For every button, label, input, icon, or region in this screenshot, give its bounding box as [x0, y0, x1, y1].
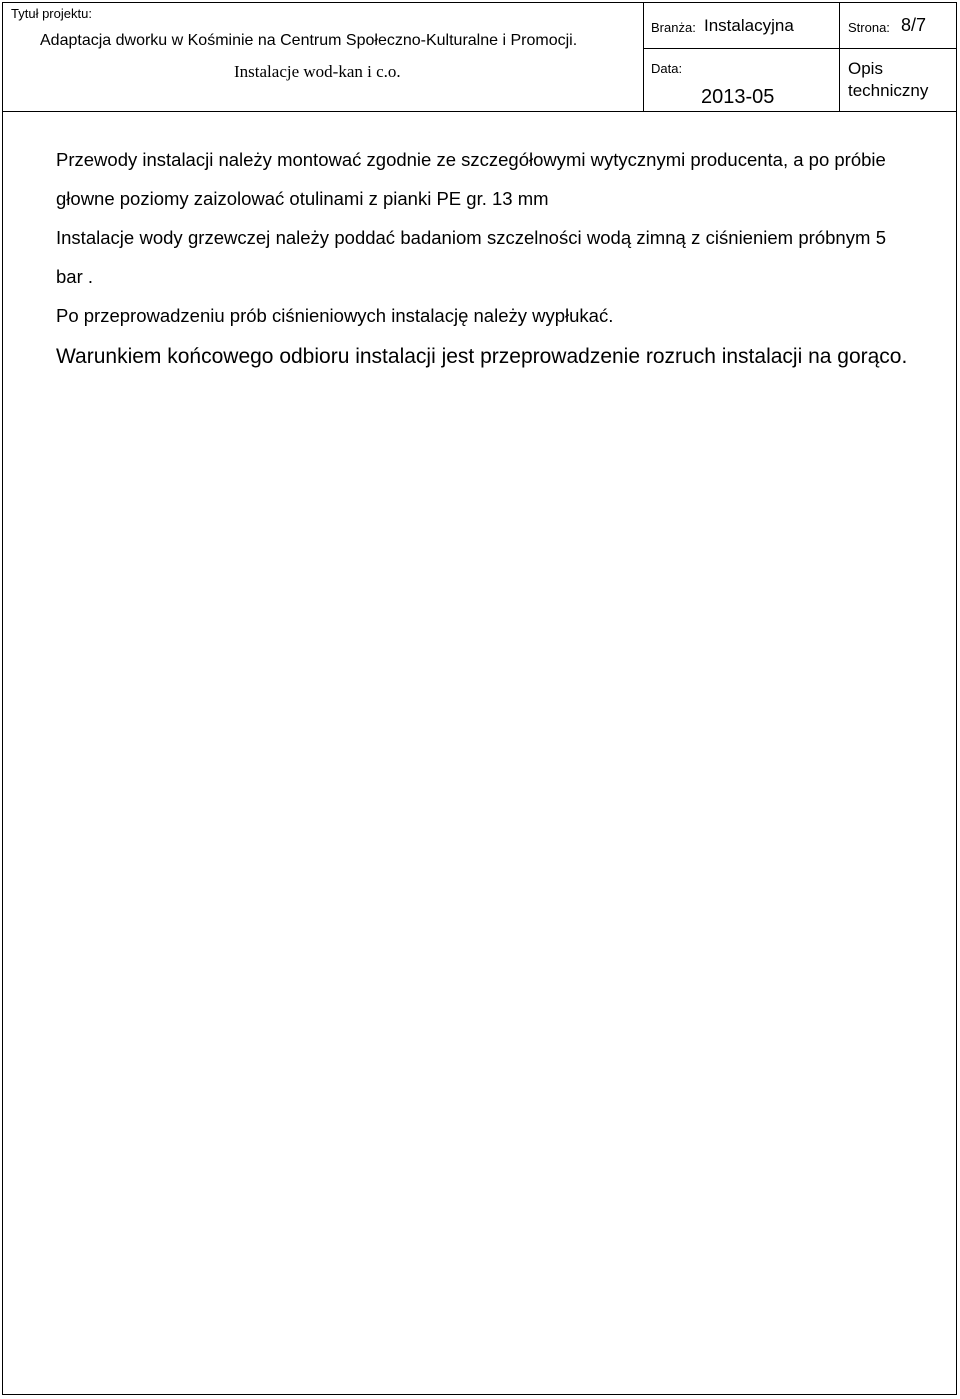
strona-label: Strona:: [848, 20, 890, 35]
strona-cell: [840, 3, 956, 49]
doc-type-cell: [840, 49, 956, 111]
data-value: 2013-05: [701, 86, 775, 108]
paragraph-1: Przewody instalacji należy montować zgodnie ze szczegółowymi wytycznymi producenta, a po próbie głowne poziomy zaizolować otulinami z pianki PE gr. 13 mm: [56, 149, 886, 209]
project-title: Adaptacja dworku w Kośminie na Centrum Społeczno-Kulturalne i Promocji.: [40, 32, 578, 49]
project-cell: [3, 3, 644, 111]
data-cell: [644, 49, 840, 111]
title-block: [2, 2, 957, 112]
data-label: Data:: [651, 61, 683, 76]
paragraph-3: Po przeprowadzeniu prób ciśnieniowych instalację należy wypłukać.: [56, 305, 614, 326]
project-label: Tytuł projektu:: [11, 6, 92, 21]
branza-label: Branża:: [651, 20, 696, 35]
paragraph-4: Warunkiem końcowego odbioru instalacji jest przeprowadzenie rozruch instalacji na gorąco.: [56, 345, 908, 368]
strona-value: 8/7: [901, 15, 927, 35]
doc-type-line-2: techniczny: [848, 81, 929, 100]
document-body: [56, 140, 908, 379]
branza-cell: [644, 3, 840, 49]
paragraph-2: Instalacje wody grzewczej należy poddać badaniom szczelności wodą zimną z ciśnieniem próbnym 5 bar .: [56, 227, 886, 287]
project-subtitle: Instalacje wod-kan i c.o.: [234, 62, 401, 81]
branza-value: Instalacyjna: [704, 16, 794, 35]
doc-type-line-1: Opis: [848, 59, 883, 78]
